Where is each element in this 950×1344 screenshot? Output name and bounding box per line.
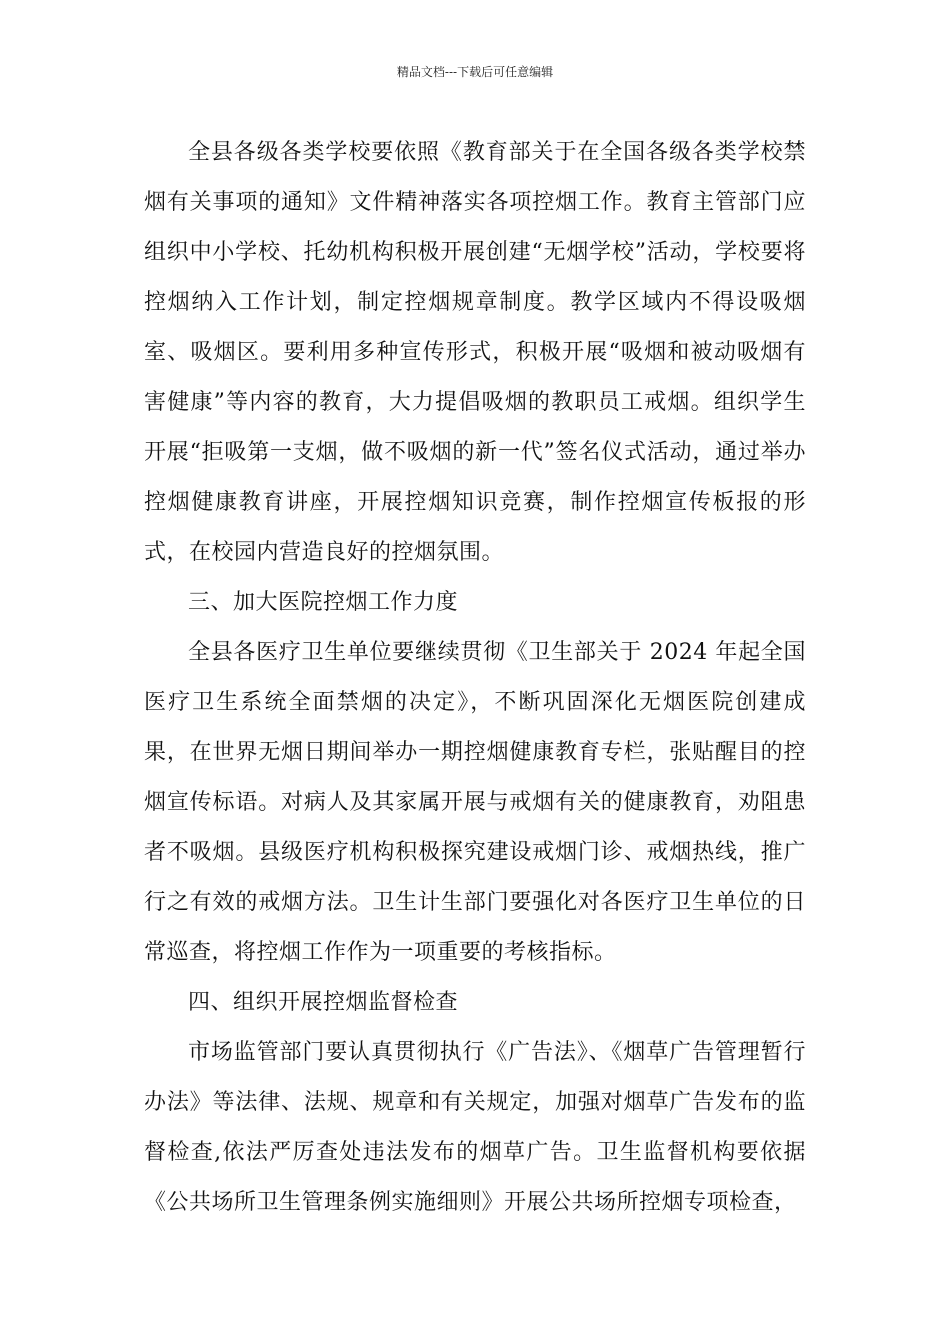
document-body bbox=[144, 128, 806, 1228]
paragraph-market-supervision: 市场监管部门要认真贯彻执行《广告法》、《烟草广告管理暂行办法》等法律、法规、规章和有关规定，加强对烟草广告发布的监督检查,依法严厉查处违法发布的烟草广告。卫生监督机构要依据《公共场所卫生管理条例实施细则》开展公共场所控烟专项检查， bbox=[144, 1040, 806, 1215]
paragraph-school-smoking-control: 全县各级各类学校要依照《教育部关于在全国各级各类学校禁烟有关事项的通知》文件精神落实各项控烟工作。教育主管部门应组织中小学校、托幼机构积极开展创建“无烟学校”活动，学校要将控烟纳入工作计划，制定控烟规章制度。教学区域内不得设吸烟室、吸烟区。要利用多种宣传形式，积极开展“吸烟和被动吸烟有害健康”等内容的教育，大力提倡吸烟的教职员工戒烟。组织学生开展“拒吸第一支烟，做不吸烟的新一代”签名仪式活动，通过举办控烟健康教育讲座，开展控烟知识竞赛，制作控烟宣传板报的形式，在校园内营造良好的控烟氛围。 bbox=[144, 140, 806, 565]
paragraph-hospital-smoking-control: 全县各医疗卫生单位要继续贯彻《卫生部关于 2024 年起全国医疗卫生系统全面禁烟的决定》，不断巩固深化无烟医院创建成果，在世界无烟日期间举办一期控烟健康教育专栏，张贴醒目的控烟宣传标语。对病人及其家属开展与戒烟有关的健康教育，劝阻患者不吸烟。县级医疗机构积极探究建设戒烟门诊、戒烟热线，推广行之有效的戒烟方法。卫生计生部门要强化对各医疗卫生单位的日常巡查，将控烟工作作为一项重要的考核指标。 bbox=[144, 640, 806, 965]
section-heading-supervision: 四、组织开展控烟监督检查 bbox=[188, 990, 459, 1015]
section-heading-hospital: 三、加大医院控烟工作力度 bbox=[188, 590, 459, 615]
page-header: 精品文档---下载后可任意编辑 bbox=[396, 65, 554, 79]
